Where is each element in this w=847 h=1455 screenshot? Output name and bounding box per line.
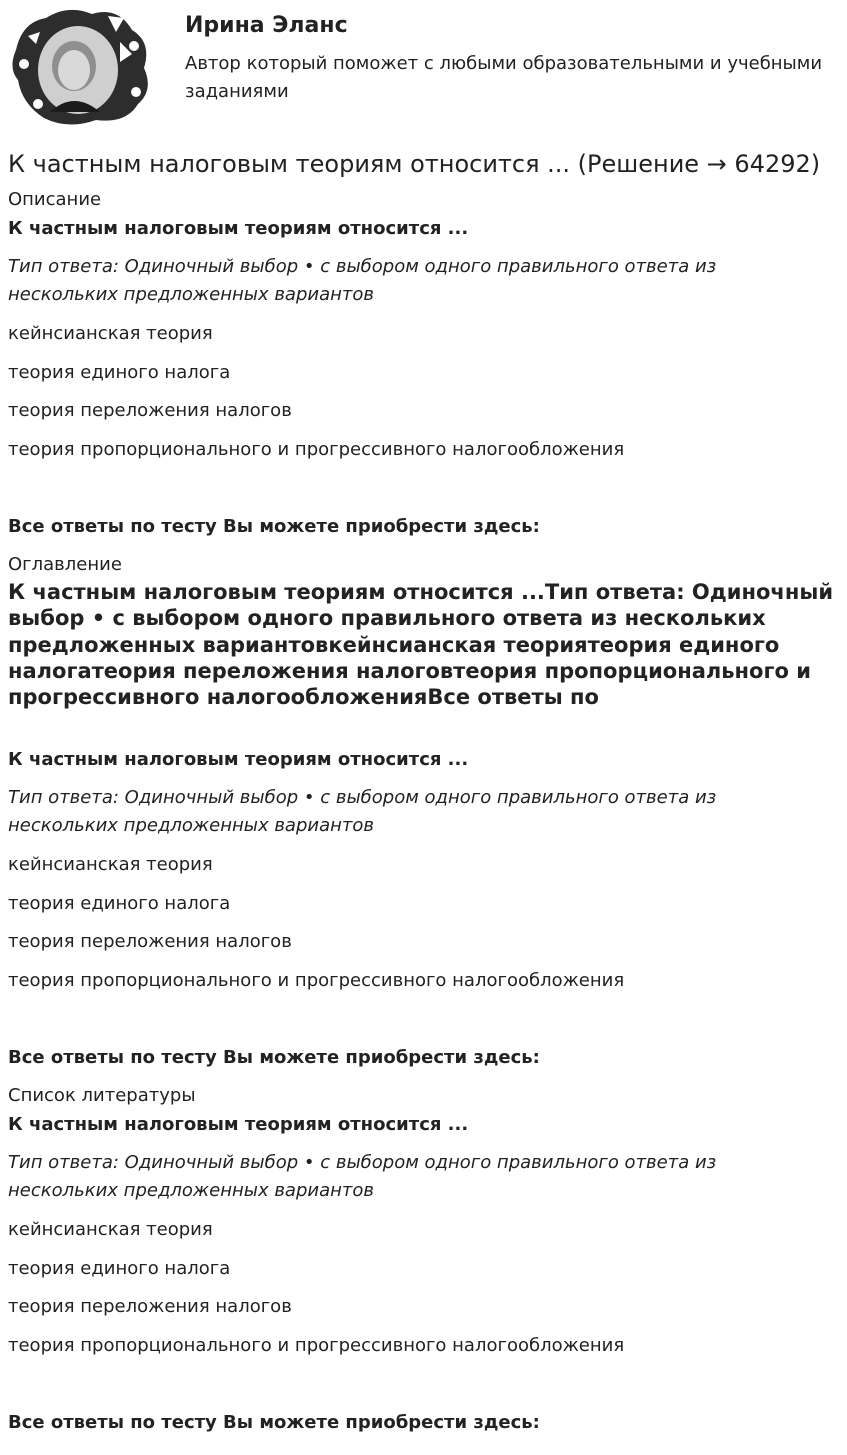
answer-option: теория пропорционального и прогрессивного налогообложения xyxy=(8,1335,625,1356)
answer-option: теория переложения налогов xyxy=(8,1296,292,1317)
purchase-cta: Все ответы по тесту Вы можете приобрести здесь: xyxy=(8,516,540,537)
toc-heading: К частным налоговым теориям относится ...Тип ответа: Одиночный выбор • с выбором одного правильного ответа из нескольких предложенных вариантовкейнсианская теориятеория единого налогатеория переложения налоговтеория пропорционального и прогрессивного налогообложенияВсе ответы по xyxy=(8,580,834,710)
question-title: К частным налоговым теориям относится ... xyxy=(8,1114,469,1135)
author-bio: Автор который поможет с любыми образовательными и учебными заданиями xyxy=(185,53,823,102)
section-label-toc: Оглавление xyxy=(8,554,122,575)
page-title: К частным налоговым теориям относится ... (Решение → 64292) xyxy=(8,150,821,178)
answer-option: теория единого налога xyxy=(8,1258,231,1279)
purchase-cta: Все ответы по тесту Вы можете приобрести здесь: xyxy=(8,1412,540,1433)
answer-type: Тип ответа: Одиночный выбор • с выбором одного правильного ответа из нескольких предложенных вариантов xyxy=(8,787,717,836)
answer-option: кейнсианская теория xyxy=(8,323,213,344)
purchase-cta: Все ответы по тесту Вы можете приобрести здесь: xyxy=(8,1047,540,1068)
question-title: К частным налоговым теориям относится ... xyxy=(8,218,469,239)
answer-option: теория единого налога xyxy=(8,893,231,914)
section-label-description: Описание xyxy=(8,189,102,210)
answer-option: кейнсианская теория xyxy=(8,854,213,875)
answer-option: теория переложения налогов xyxy=(8,400,292,421)
answer-option: теория единого налога xyxy=(8,362,231,383)
answer-option: теория пропорционального и прогрессивного налогообложения xyxy=(8,970,625,991)
author-name[interactable]: Ирина Эланс xyxy=(185,13,348,38)
section-label-references: Список литературы xyxy=(8,1085,196,1106)
answer-option: теория переложения налогов xyxy=(8,931,292,952)
answer-type: Тип ответа: Одиночный выбор • с выбором одного правильного ответа из нескольких предложенных вариантов xyxy=(8,1152,717,1201)
answer-option: теория пропорционального и прогрессивного налогообложения xyxy=(8,439,625,460)
question-title: К частным налоговым теориям относится ... xyxy=(8,749,469,770)
answer-option: кейнсианская теория xyxy=(8,1219,213,1240)
answer-type: Тип ответа: Одиночный выбор • с выбором одного правильного ответа из нескольких предложенных вариантов xyxy=(8,256,717,305)
author-avatar xyxy=(8,8,150,126)
